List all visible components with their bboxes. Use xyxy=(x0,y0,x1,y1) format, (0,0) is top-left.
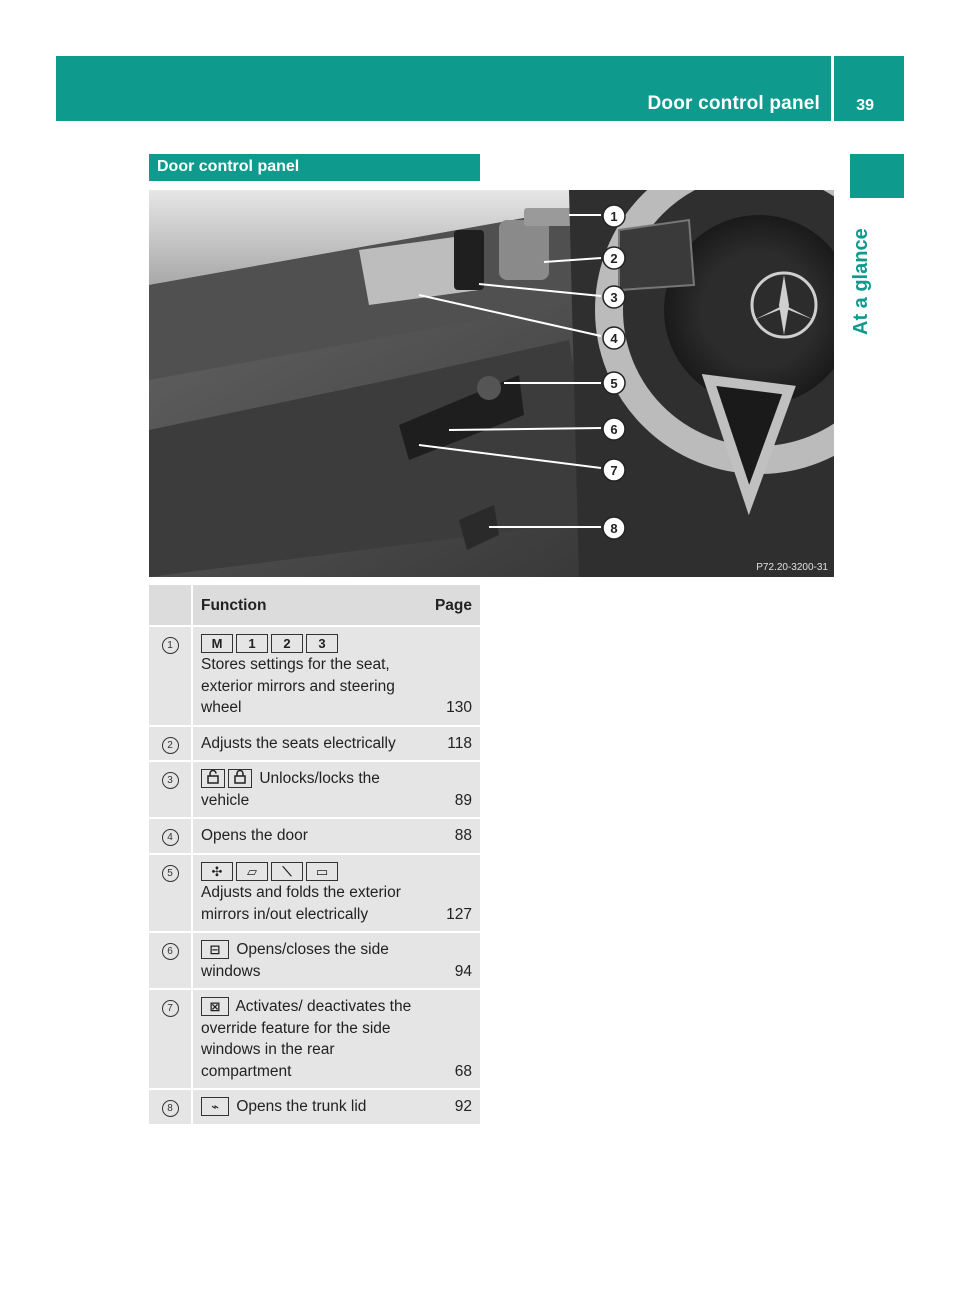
header-title: Door control panel xyxy=(647,93,820,114)
table-row xyxy=(149,990,480,1090)
svg-text:1: 1 xyxy=(610,209,618,224)
table-row xyxy=(149,855,480,934)
callout-1 xyxy=(603,205,625,227)
door-panel-figure xyxy=(149,190,834,577)
row-page: 127 xyxy=(420,855,480,934)
wheel-control-pad xyxy=(619,220,694,290)
header-num xyxy=(149,585,193,627)
row-number: 1 xyxy=(162,637,179,654)
section-title: Door control panel xyxy=(157,158,300,175)
section-heading xyxy=(149,154,480,181)
svg-text:4: 4 xyxy=(610,331,618,346)
callout-2 xyxy=(603,247,625,269)
row-function-text: Stores settings for the seat, exterior mirrors and steering wheel xyxy=(201,656,395,716)
svg-text:6: 6 xyxy=(610,422,618,437)
door-panel-illustration xyxy=(149,190,834,577)
memory-keys xyxy=(201,633,412,655)
table-row xyxy=(149,933,480,990)
callout-3 xyxy=(603,286,625,308)
header-divider xyxy=(831,56,834,121)
figure-code: P72.20-3200-31 xyxy=(756,562,828,573)
svg-text:5: 5 xyxy=(610,376,618,391)
mirror-left-icon: ▱ xyxy=(236,862,268,881)
svg-text:3: 3 xyxy=(610,290,618,305)
table-row xyxy=(149,762,480,819)
table-row xyxy=(149,627,480,727)
row-page: 94 xyxy=(420,933,480,990)
callout-4 xyxy=(603,327,625,349)
function-table xyxy=(149,585,480,1126)
row-page: 68 xyxy=(420,990,480,1090)
row-function-text: Opens the trunk lid xyxy=(236,1098,367,1115)
page-number: 39 xyxy=(856,97,874,114)
row-number: 7 xyxy=(162,1000,179,1017)
side-tab xyxy=(850,154,904,198)
table-row xyxy=(149,727,480,763)
lock-switch-block xyxy=(454,230,484,290)
row-function-text: Unlocks/locks the vehicle xyxy=(201,770,380,809)
memory-3-key: 3 xyxy=(306,634,338,653)
memory-2-key: 2 xyxy=(271,634,303,653)
row-number: 8 xyxy=(162,1100,179,1117)
table-row xyxy=(149,819,480,855)
mirror-fold-icon: ▭ xyxy=(306,862,338,881)
row-number: 3 xyxy=(162,772,179,789)
side-tab-label: At a glance xyxy=(850,228,872,335)
row-page: 89 xyxy=(420,762,480,819)
callout-5 xyxy=(603,372,625,394)
row-page: 118 xyxy=(420,727,480,763)
mirror-keys xyxy=(201,861,412,883)
row-number: 5 xyxy=(162,865,179,882)
row-function-text: Activates/ deactivates the override feature for the side windows in the rear compartment xyxy=(201,998,412,1080)
row-function-text: Adjusts and folds the exterior mirrors in/out electrically xyxy=(201,884,401,923)
table-row xyxy=(149,1090,480,1126)
mirror-right-icon: ⟍ xyxy=(271,862,303,881)
row-page: 92 xyxy=(420,1090,480,1126)
svg-text:7: 7 xyxy=(610,463,618,478)
mirror-adjust-icon: ✣ xyxy=(201,862,233,881)
seat-switch xyxy=(499,220,549,280)
callout-6 xyxy=(603,418,625,440)
header-bar xyxy=(56,56,904,121)
row-number: 4 xyxy=(162,829,179,846)
window-icon: ⊟ xyxy=(201,940,229,959)
row-page: 88 xyxy=(420,819,480,855)
unlock-icon xyxy=(201,769,225,788)
svg-text:2: 2 xyxy=(610,251,618,266)
row-function-text: Opens/closes the side windows xyxy=(201,941,389,980)
trunk-icon: ⌁ xyxy=(201,1097,229,1116)
callout-7 xyxy=(603,459,625,481)
row-number: 2 xyxy=(162,737,179,754)
lock-icon xyxy=(228,769,252,788)
header-page: Page xyxy=(420,585,480,627)
row-number: 6 xyxy=(162,943,179,960)
mirror-knob xyxy=(477,376,501,400)
memory-m-key: M xyxy=(201,634,233,653)
header-function: Function xyxy=(193,585,420,627)
row-function-text: Adjusts the seats electrically xyxy=(193,727,420,763)
override-icon: ⊠ xyxy=(201,997,229,1016)
callout-8 xyxy=(603,517,625,539)
row-function-text: Opens the door xyxy=(193,819,420,855)
svg-text:8: 8 xyxy=(610,521,618,536)
table-header-row xyxy=(149,585,480,627)
row-page: 130 xyxy=(420,627,480,727)
memory-1-key: 1 xyxy=(236,634,268,653)
